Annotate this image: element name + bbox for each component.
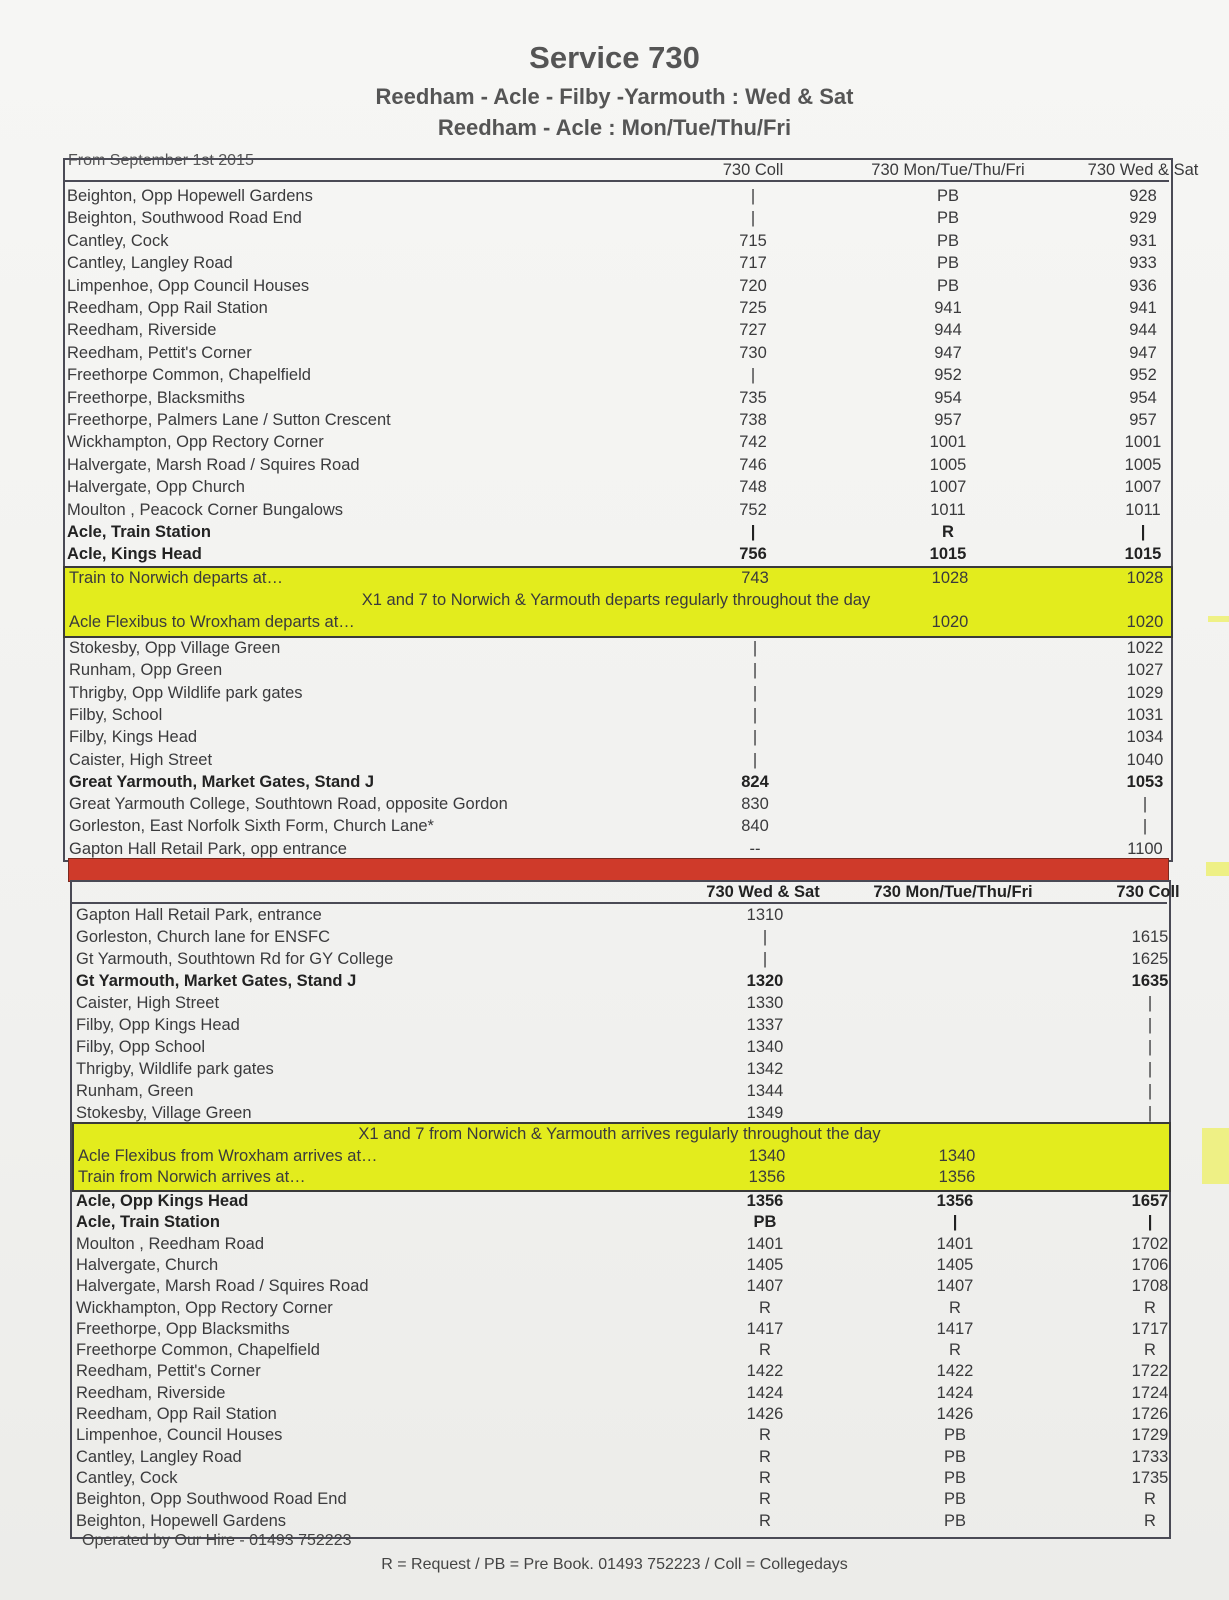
stop-name: Beighton, Southwood Road End (67, 209, 302, 228)
departure-time: 735 (739, 388, 767, 407)
departure-time: 1724 (1131, 1383, 1169, 1402)
highlighter-mark (1202, 1128, 1229, 1184)
departure-time: 1337 (746, 1016, 784, 1034)
stop-row (72, 948, 1167, 970)
stop-name: Filby, Kings Head (69, 728, 198, 747)
departure-time: 1356 (936, 1192, 974, 1210)
stop-name: Halvergate, Church (76, 1255, 219, 1274)
stop-row (72, 1211, 1167, 1233)
departure-time: | (1142, 795, 1148, 814)
highlighter-mark (1208, 616, 1229, 622)
stop-name: Filby, Opp School (76, 1038, 206, 1056)
highlighter-mark (1206, 862, 1229, 876)
stop-name: Reedham, Riverside (67, 321, 217, 340)
departure-time: R (949, 1298, 961, 1317)
departure-time: 1417 (746, 1319, 784, 1338)
departure-time: 752 (739, 500, 767, 519)
departure-time: | (752, 728, 758, 747)
header-row (70, 881, 1180, 903)
departure-time: | (1140, 523, 1146, 541)
stop-name: Cantley, Langley Road (76, 1447, 242, 1466)
stop-name: Freethorpe, Opp Blacksmiths (76, 1319, 290, 1338)
departure-time: | (752, 661, 758, 680)
departure-time: 1657 (1131, 1192, 1169, 1210)
stop-name: Reedham, Opp Rail Station (76, 1405, 277, 1423)
stop-row (63, 207, 1169, 229)
departure-time: 947 (934, 343, 962, 362)
stop-name: Acle Flexibus to Wroxham departs at… (69, 613, 355, 631)
departure-time: 936 (1129, 276, 1157, 295)
departure-time: 1344 (746, 1082, 784, 1100)
stop-row (72, 992, 1167, 1014)
departure-time: 1735 (1131, 1468, 1169, 1487)
departure-time: 1729 (1131, 1426, 1169, 1445)
stop-row (65, 726, 1167, 748)
stop-name: Moulton , Reedham Road (76, 1234, 265, 1253)
departure-time: 1053 (1126, 772, 1164, 791)
stop-name: Beighton, Opp Southwood Road End (76, 1490, 347, 1509)
stop-row (72, 1058, 1167, 1080)
stop-row (63, 275, 1169, 297)
departure-time: 1417 (936, 1319, 974, 1338)
stop-row (72, 1318, 1167, 1340)
departure-time: 1615 (1131, 928, 1169, 946)
departure-time: 952 (1129, 366, 1157, 385)
departure-time: PB (943, 1511, 966, 1530)
stop-row (65, 771, 1167, 793)
departure-time: 1426 (746, 1405, 784, 1423)
stop-name: Thrigby, Opp Wildlife park gates (69, 683, 303, 702)
stop-name: Acle Flexibus from Wroxham arrives at… (78, 1146, 378, 1165)
stop-name: Gapton Hall Retail Park, opp entrance (69, 839, 347, 858)
stop-row (72, 1014, 1167, 1036)
connection-note-row (74, 1123, 1165, 1145)
stop-name: Acle, Opp Kings Head (76, 1192, 249, 1210)
stop-row (63, 543, 1169, 565)
departure-time: | (1147, 1060, 1153, 1078)
departure-time: 725 (739, 299, 767, 317)
stop-row (63, 454, 1169, 476)
stop-row (63, 185, 1169, 207)
departure-time: -- (749, 839, 761, 858)
departure-time: R (1144, 1298, 1156, 1317)
stop-name: Great Yarmouth College, Southtown Road, opposite Gordon (69, 795, 508, 814)
stop-row (72, 1510, 1167, 1532)
departure-time: | (750, 366, 756, 385)
column-header: 730 Mon/Tue/Thu/Fri (873, 883, 1033, 901)
departure-time: R (942, 523, 954, 541)
departure-time: 1001 (1124, 433, 1162, 452)
departure-time: 748 (739, 478, 767, 497)
stop-name: Freethorpe, Palmers Lane / Sutton Crescent (67, 411, 391, 429)
departure-time: R (759, 1341, 771, 1360)
departure-time: PB (936, 231, 959, 250)
stop-name: Train to Norwich departs at… (69, 569, 283, 587)
departure-time: 730 (739, 343, 767, 362)
stop-row (63, 319, 1169, 341)
departure-time: R (1144, 1490, 1156, 1509)
stop-name: Freethorpe, Blacksmiths (67, 388, 245, 407)
departure-time: 742 (739, 433, 767, 452)
stop-name: Gorleston, East Norfolk Sixth Form, Church Lane* (69, 817, 434, 836)
page-title: Service 730 (529, 40, 700, 75)
stop-name: Acle, Kings Head (67, 545, 202, 564)
departure-time: 738 (739, 411, 767, 429)
departure-time: 1424 (746, 1383, 784, 1402)
stop-name: Stokesby, Village Green (76, 1104, 252, 1122)
stop-row (74, 1166, 1165, 1188)
column-header: 730 Mon/Tue/Thu/Fri (871, 161, 1025, 179)
stop-row (65, 611, 1167, 633)
departure-time: 1407 (746, 1277, 784, 1296)
departure-time: | (750, 209, 756, 228)
stop-row (63, 230, 1169, 252)
departure-time: 1733 (1131, 1447, 1169, 1466)
departure-time: R (759, 1490, 771, 1509)
departure-time: | (1147, 1104, 1153, 1122)
departure-time: 824 (741, 772, 769, 791)
departure-time: | (752, 639, 758, 657)
stop-row (72, 1424, 1167, 1446)
stop-row (63, 431, 1169, 453)
departure-time: 933 (1129, 254, 1157, 273)
stop-row (72, 1446, 1167, 1468)
departure-time: 1028 (931, 569, 969, 587)
stop-row (65, 704, 1167, 726)
departure-time: 1342 (746, 1060, 784, 1078)
departure-time: 840 (741, 817, 769, 836)
departure-time: 952 (934, 366, 962, 385)
stop-name: Cantley, Cock (67, 231, 169, 250)
departure-time: 720 (739, 276, 767, 295)
stop-name: Acle, Train Station (67, 523, 211, 541)
stop-row (72, 1254, 1167, 1276)
departure-time: R (759, 1447, 771, 1466)
stop-name: Beighton, Hopewell Gardens (76, 1511, 287, 1530)
departure-time: 1426 (936, 1405, 974, 1423)
departure-time: | (752, 683, 758, 702)
departure-time: | (1142, 817, 1148, 836)
stop-name: Caister, High Street (69, 750, 213, 769)
stop-name: Freethorpe Common, Chapelfield (76, 1341, 320, 1360)
stop-name: Moulton , Peacock Corner Bungalows (67, 500, 344, 519)
stop-name: Acle, Train Station (76, 1213, 220, 1232)
departure-time: 717 (739, 254, 767, 273)
departure-time: PB (936, 254, 959, 273)
departure-time: 1022 (1126, 639, 1164, 657)
departure-time: | (952, 1213, 958, 1232)
departure-time: 746 (739, 455, 767, 474)
stop-name: Gorleston, Church lane for ENSFC (76, 928, 331, 946)
departure-time: | (1147, 1082, 1153, 1100)
stop-name: Gt Yarmouth, Southtown Rd for GY College (76, 950, 394, 968)
stop-row (72, 970, 1167, 992)
stop-row (65, 838, 1167, 860)
stop-name: Filby, School (69, 705, 163, 724)
departure-time: | (752, 705, 758, 724)
stop-name: Reedham, Opp Rail Station (67, 299, 268, 317)
departure-time: 1011 (930, 500, 966, 519)
departure-time: 929 (1129, 209, 1157, 228)
departure-time: 1340 (748, 1146, 786, 1165)
departure-time: 1422 (746, 1362, 784, 1381)
departure-time: 1349 (746, 1104, 784, 1122)
departure-time: 944 (934, 321, 962, 340)
stop-row (72, 1102, 1167, 1124)
stop-row (72, 1360, 1167, 1382)
stop-name: Beighton, Opp Hopewell Gardens (67, 187, 313, 205)
departure-time: 1015 (929, 545, 967, 564)
effective-date: From September 1st 2015 (68, 152, 254, 169)
stop-row (72, 926, 1167, 948)
departure-time: 1407 (936, 1277, 974, 1296)
stop-row (72, 1382, 1167, 1404)
departure-time: 1706 (1131, 1255, 1169, 1274)
stop-row (63, 342, 1169, 364)
departure-time: PB (943, 1490, 966, 1509)
column-header: 730 Wed & Sat (1087, 161, 1199, 179)
departure-time: 1020 (1126, 613, 1164, 631)
stop-row (63, 364, 1169, 386)
departure-time: 1028 (1126, 569, 1164, 587)
stop-name: Limpenhoe, Opp Council Houses (67, 276, 310, 295)
departure-time: | (752, 750, 758, 769)
departure-time: 957 (934, 411, 962, 429)
departure-time: 1422 (936, 1362, 974, 1381)
departure-time: R (1144, 1341, 1156, 1360)
stop-name: Train from Norwich arrives at… (78, 1168, 306, 1186)
departure-time: 944 (1129, 321, 1157, 340)
connection-note: X1 and 7 from Norwich & Yarmouth arrives regularly throughout the day (358, 1125, 881, 1143)
stop-row (72, 1080, 1167, 1102)
stop-name: Stokesby, Opp Village Green (69, 639, 281, 657)
departure-time: 931 (1129, 231, 1157, 250)
departure-time: 1726 (1131, 1405, 1169, 1423)
route-subtitle-weekdays: Reedham - Acle : Mon/Tue/Thu/Fri (437, 115, 792, 140)
column-header: 730 Coll (1116, 883, 1180, 901)
departure-time: 1356 (746, 1192, 784, 1210)
column-header: 730 Wed & Sat (706, 883, 820, 901)
stop-name: Reedham, Pettit's Corner (76, 1362, 261, 1381)
departure-time: 1424 (936, 1383, 974, 1402)
departure-time: 1310 (746, 906, 784, 924)
departure-time: | (762, 928, 768, 946)
departure-time: 1401 (936, 1234, 974, 1253)
section-divider (68, 858, 1169, 882)
stop-row (63, 476, 1169, 498)
departure-time: | (1147, 1016, 1153, 1034)
departure-time: 1625 (1131, 950, 1169, 968)
departure-time: 1027 (1126, 661, 1164, 680)
departure-time: 1020 (931, 613, 969, 631)
stop-row (72, 1036, 1167, 1058)
stop-name: Thrigby, Wildlife park gates (76, 1060, 274, 1078)
stop-row (63, 499, 1169, 521)
departure-time: 756 (739, 545, 767, 564)
stop-row (72, 1467, 1167, 1489)
departure-time: 1356 (748, 1168, 786, 1186)
stop-row (63, 387, 1169, 409)
departure-time: PB (753, 1213, 777, 1232)
departure-time: PB (943, 1468, 966, 1487)
departure-time: 1340 (938, 1146, 976, 1165)
stop-row (65, 659, 1167, 681)
stop-row (65, 682, 1167, 704)
departure-time: 1330 (746, 994, 784, 1012)
departure-time: 941 (934, 299, 962, 317)
legend-note: R = Request / PB = Pre Book. 01493 752223 / Coll = Collegedays (381, 1556, 848, 1573)
departure-time: 727 (739, 321, 767, 340)
departure-time: 947 (1129, 343, 1157, 362)
stop-name: Cantley, Cock (76, 1468, 178, 1487)
departure-time: 1040 (1126, 750, 1164, 769)
connection-note-row (65, 589, 1167, 611)
departure-time: R (1144, 1511, 1156, 1530)
stop-name: Halvergate, Marsh Road / Squires Road (67, 455, 360, 474)
departure-time: | (1147, 994, 1153, 1012)
departure-time: | (762, 950, 768, 968)
departure-time: 1702 (1131, 1234, 1169, 1253)
stop-row (74, 1145, 1165, 1167)
departure-time: PB (943, 1447, 966, 1466)
departure-time: 1717 (1131, 1319, 1169, 1338)
departure-time: 830 (741, 795, 769, 814)
departure-time: 1100 (1127, 839, 1163, 858)
departure-time: 1007 (929, 478, 967, 497)
departure-time: | (750, 187, 756, 205)
departure-time: 1722 (1131, 1362, 1169, 1381)
stop-name: Reedham, Riverside (76, 1383, 226, 1402)
departure-time: 715 (739, 231, 767, 250)
departure-time: R (759, 1426, 771, 1445)
departure-time: R (759, 1511, 771, 1530)
stop-name: Wickhampton, Opp Rectory Corner (67, 433, 324, 452)
stop-row (72, 1297, 1167, 1319)
stop-row (63, 521, 1169, 543)
departure-time: 941 (1129, 299, 1157, 317)
departure-time: PB (943, 1426, 966, 1445)
departure-time: 1029 (1126, 683, 1164, 702)
departure-time: 743 (741, 569, 769, 587)
departure-time: R (759, 1298, 771, 1317)
departure-time: 1405 (936, 1255, 974, 1274)
stop-row (72, 1403, 1167, 1425)
stop-name: Halvergate, Opp Church (67, 478, 245, 497)
departure-time: 957 (1129, 411, 1157, 429)
stop-row (72, 1339, 1167, 1361)
departure-time: | (750, 523, 756, 541)
departure-time: 1401 (746, 1234, 784, 1253)
departure-time: 1356 (938, 1168, 976, 1186)
connection-note: X1 and 7 to Norwich & Yarmouth departs regularly throughout the day (361, 591, 871, 609)
stop-row (65, 567, 1167, 589)
stop-row (72, 1190, 1167, 1212)
departure-time: R (759, 1468, 771, 1487)
departure-time: PB (936, 187, 959, 205)
stop-name: Freethorpe Common, Chapelfield (67, 366, 311, 385)
departure-time: 1708 (1131, 1277, 1169, 1296)
stop-name: Runham, Green (76, 1082, 194, 1100)
stop-row (72, 904, 1167, 926)
departure-time: | (1147, 1038, 1153, 1056)
departure-time: 1001 (929, 433, 967, 452)
stop-row (63, 409, 1169, 431)
stop-name: Limpenhoe, Council Houses (76, 1426, 283, 1445)
stop-name: Great Yarmouth, Market Gates, Stand J (69, 772, 375, 791)
departure-time: 1340 (746, 1038, 784, 1056)
stop-row (65, 637, 1167, 659)
route-subtitle-wed-sat: Reedham - Acle - Filby -Yarmouth : Wed & Sat (375, 84, 854, 109)
stop-row (65, 815, 1167, 837)
departure-time: R (949, 1341, 961, 1360)
stop-row (72, 1488, 1167, 1510)
departure-time: 1005 (1124, 455, 1162, 474)
stop-name: Reedham, Pettit's Corner (67, 343, 252, 362)
stop-name: Runham, Opp Green (69, 661, 223, 680)
stop-name: Wickhampton, Opp Rectory Corner (76, 1298, 333, 1317)
departure-time: 1015 (1124, 545, 1162, 564)
stop-name: Cantley, Langley Road (67, 254, 233, 273)
stop-name: Halvergate, Marsh Road / Squires Road (76, 1277, 369, 1296)
departure-time: 1031 (1126, 705, 1164, 724)
stop-name: Gt Yarmouth, Market Gates, Stand J (76, 972, 357, 990)
stop-row (72, 1275, 1167, 1297)
departure-time: 1007 (1124, 478, 1162, 497)
departure-time: 1320 (746, 972, 784, 990)
operator-note: Operated by Our Hire - 01493 752223 (82, 1532, 352, 1549)
stop-row (65, 793, 1167, 815)
departure-time: PB (936, 276, 959, 295)
stop-name: Filby, Opp Kings Head (76, 1016, 240, 1034)
column-header: 730 Coll (722, 161, 784, 179)
departure-time: PB (936, 209, 959, 228)
stop-row (72, 1233, 1167, 1255)
stop-name: Gapton Hall Retail Park, entrance (76, 906, 322, 924)
departure-time: 928 (1129, 187, 1157, 205)
departure-time: 954 (1129, 388, 1157, 407)
departure-time: 1011 (1125, 500, 1161, 519)
stop-row (63, 252, 1169, 274)
departure-time: | (1147, 1213, 1153, 1232)
departure-time: 1005 (929, 455, 967, 474)
departure-time: 1034 (1126, 728, 1164, 747)
header-row (63, 159, 1199, 181)
stop-row (63, 297, 1169, 319)
departure-time: 1405 (746, 1255, 784, 1274)
departure-time: 954 (934, 388, 962, 407)
departure-time: 1635 (1131, 972, 1169, 990)
stop-name: Caister, High Street (76, 994, 220, 1012)
stop-row (65, 749, 1167, 771)
